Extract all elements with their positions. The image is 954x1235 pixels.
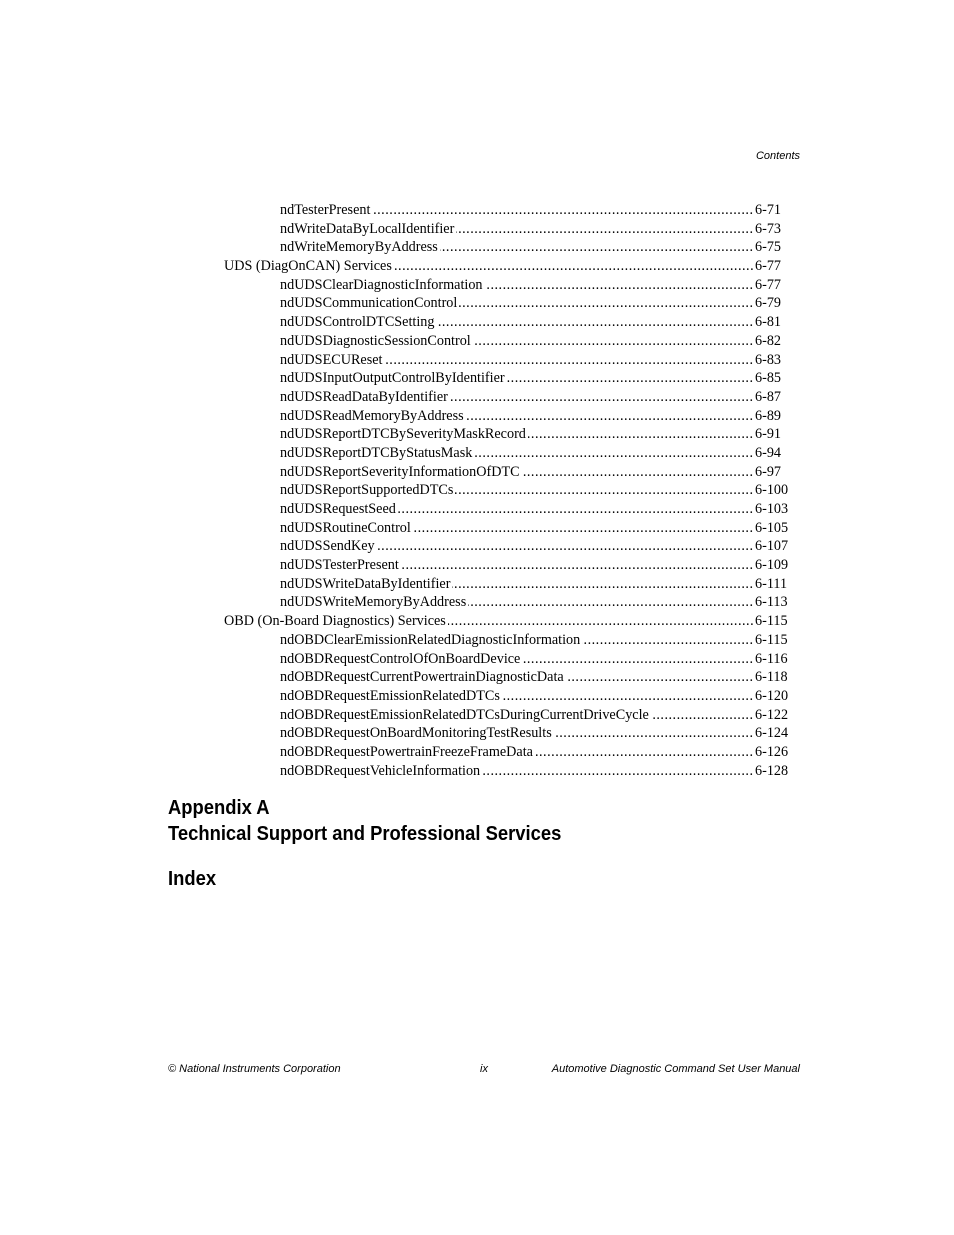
toc-entry[interactable] (280, 220, 782, 239)
toc-entry[interactable] (280, 351, 782, 370)
toc-entry-page: 6-94 (755, 444, 782, 461)
footer-page-number: ix (480, 1063, 488, 1075)
toc-entry-page: 6-118 (755, 669, 788, 686)
toc-entry-label: ndOBDRequestEmissionRelatedDTCs (280, 687, 500, 704)
toc-entry-label: ndUDSReportDTCByStatusMask (280, 444, 473, 461)
table-of-contents (0, 201, 954, 780)
toc-entry-page: 6-82 (755, 332, 782, 349)
toc-entry[interactable] (280, 332, 782, 351)
toc-entry-label: ndUDSWriteDataByIdentifier (280, 575, 451, 592)
toc-entry-label: OBD (On-Board Diagnostics) Services (224, 613, 446, 630)
toc-entry-page: 6-109 (755, 557, 789, 574)
toc-entry-page: 6-128 (755, 762, 789, 779)
toc-entry[interactable] (280, 313, 782, 332)
toc-entry[interactable] (280, 556, 789, 575)
toc-entry-label: ndUDSClearDiagnosticInformation (280, 276, 483, 293)
toc-entry[interactable] (280, 481, 789, 500)
toc-entry-label: UDS (DiagOnCAN) Services (224, 258, 392, 275)
toc-entry-page: 6-85 (755, 370, 782, 387)
toc-entry[interactable] (280, 724, 789, 743)
toc-entry-label: ndOBDRequestPowertrainFreezeFrameData (280, 743, 533, 760)
toc-entry-label: ndUDSReportSupportedDTCs (280, 482, 454, 499)
toc-entry[interactable] (280, 762, 789, 781)
toc-entry-page: 6-100 (755, 482, 789, 499)
toc-entry-label: ndUDSRequestSeed (280, 501, 396, 517)
toc-entry[interactable] (280, 687, 789, 706)
toc-entry-label: ndUDSWriteMemoryByAddress (280, 594, 467, 611)
toc-entry-label: ndUDSRoutineControl (280, 519, 411, 536)
toc-entry-label: ndUDSReportSeverityInformationOfDTC (280, 463, 520, 480)
toc-entry-label: ndUDSReadMemoryByAddress (280, 407, 464, 424)
toc-entry[interactable] (280, 276, 782, 295)
toc-entry[interactable] (280, 519, 789, 538)
appendix-label[interactable]: Appendix A (168, 797, 270, 819)
toc-entry[interactable] (280, 294, 782, 313)
toc-entry-label: ndWriteMemoryByAddress (280, 239, 438, 256)
toc-entry-label: ndOBDRequestVehicleInformation (280, 762, 481, 779)
toc-entry-page: 6-77 (755, 258, 782, 275)
toc-entry-page: 6-89 (755, 407, 782, 424)
toc-entry[interactable] (280, 463, 782, 482)
toc-entry-label: ndUDSReadDataByIdentifier (280, 388, 448, 405)
toc-entry-page: 6-71 (755, 202, 782, 218)
footer-manual-title: Automotive Diagnostic Command Set User Manual (551, 1063, 800, 1075)
footer-copyright: © National Instruments Corporation (168, 1063, 341, 1075)
toc-entry-label: ndUDSReportDTCBySeverityMaskRecord (280, 426, 526, 443)
toc-entry-label: ndOBDRequestCurrentPowertrainDiagnosticData (280, 669, 564, 686)
toc-entry-label: ndOBDRequestEmissionRelatedDTCsDuringCurrentDriveCycle (280, 706, 649, 723)
toc-entry[interactable] (280, 500, 789, 519)
toc-entry-label: ndUDSCommunicationControl (280, 295, 458, 312)
toc-entry-label: ndUDSDiagnosticSessionControl (280, 332, 471, 349)
toc-entry-page: 6-113 (755, 594, 788, 611)
toc-entry[interactable] (280, 575, 788, 594)
toc-entry-page: 6-91 (755, 426, 782, 443)
toc-entry[interactable] (280, 407, 782, 426)
toc-entry-page: 6-115 (755, 613, 788, 630)
toc-entry-label: ndWriteDataByLocalIdentifier (280, 220, 455, 237)
toc-entry-page: 6-124 (755, 725, 789, 742)
toc-entry-page: 6-126 (755, 743, 789, 760)
toc-entry-page: 6-105 (755, 519, 789, 536)
toc-entry-page: 6-115 (755, 631, 788, 648)
toc-entry[interactable] (280, 743, 789, 762)
toc-entry-page: 6-122 (755, 706, 789, 723)
toc-entry-label: ndTesterPresent (280, 202, 371, 218)
toc-entry-label: ndOBDRequestOnBoardMonitoringTestResults (280, 725, 552, 742)
toc-entry-label: ndUDSECUReset (280, 351, 383, 368)
toc-entry[interactable] (280, 444, 782, 463)
toc-entry[interactable] (280, 631, 788, 650)
toc-entry-page: 6-116 (755, 650, 788, 667)
toc-entry-page: 6-107 (755, 538, 789, 555)
toc-entry[interactable] (280, 537, 789, 556)
toc-entry[interactable] (280, 201, 782, 220)
toc-entry-page: 6-81 (755, 314, 782, 331)
toc-entry-page: 6-111 (755, 575, 788, 592)
toc-entry[interactable] (280, 425, 782, 444)
index-heading[interactable]: Index (168, 868, 217, 890)
toc-entry-page: 6-87 (755, 388, 782, 405)
toc-entry-page: 6-83 (755, 351, 782, 368)
toc-entry-label: ndUDSControlDTCSetting (280, 314, 435, 331)
toc-entry[interactable] (280, 593, 788, 612)
toc-entry-label: ndOBDClearEmissionRelatedDiagnosticInformation (280, 631, 581, 648)
toc-entry[interactable] (280, 668, 788, 687)
toc-entry[interactable] (280, 238, 782, 257)
toc-entry-label: ndUDSInputOutputControlByIdentifier (280, 370, 505, 387)
toc-entry[interactable] (224, 612, 788, 631)
toc-entry[interactable] (280, 369, 782, 388)
toc-entry[interactable] (280, 650, 788, 669)
toc-entry[interactable] (280, 706, 789, 725)
toc-entry-label: ndUDSSendKey (280, 538, 375, 555)
running-header: Contents (755, 150, 800, 162)
page-footer (168, 1063, 800, 1077)
toc-entry-page: 6-79 (755, 295, 782, 312)
toc-entry-page: 6-120 (755, 687, 789, 704)
toc-entry-page: 6-103 (755, 501, 789, 517)
toc-entry-label: ndUDSTesterPresent (280, 557, 399, 574)
toc-entry-label: ndOBDRequestControlOfOnBoardDevice (280, 650, 521, 667)
appendix-title[interactable]: Technical Support and Professional Services (168, 823, 562, 845)
toc-entry-page: 6-77 (755, 276, 782, 293)
toc-entry[interactable] (280, 388, 782, 407)
toc-entry-page: 6-75 (755, 239, 782, 256)
toc-entry-page: 6-97 (755, 463, 782, 480)
toc-entry[interactable] (224, 257, 782, 276)
toc-entry-page: 6-73 (755, 220, 782, 237)
